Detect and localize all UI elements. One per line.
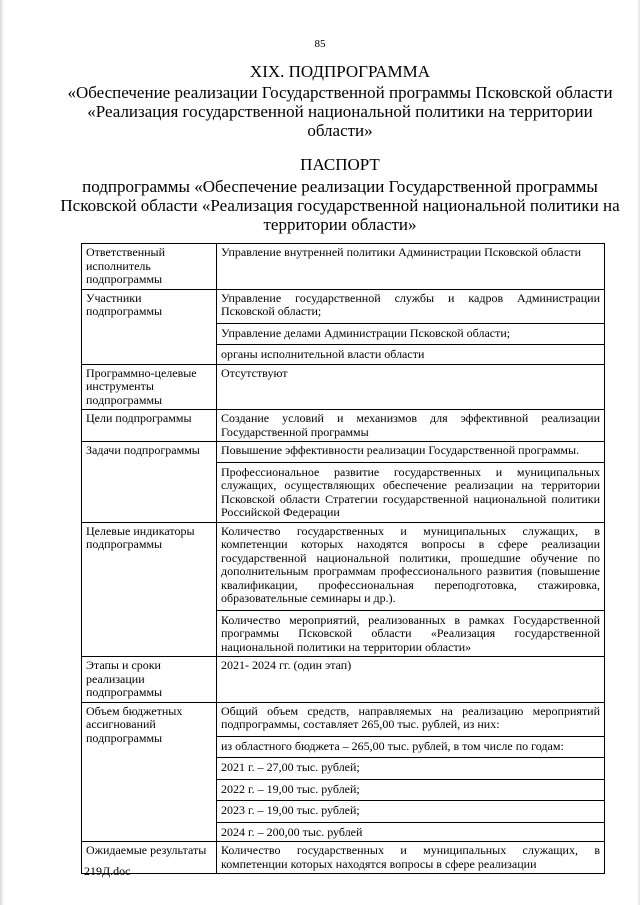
row-value-paragraph: 2024 г. – 200,00 тыс. рублей: [217, 822, 604, 840]
table-row: [82, 364, 605, 410]
row-value-paragraph: органы исполнительной власти области: [217, 344, 604, 362]
row-value-paragraph: 2021 г. – 27,00 тыс. рублей;: [217, 757, 604, 775]
row-value: [217, 842, 605, 874]
row-value: [217, 410, 605, 442]
row-value-paragraph: 2023 г. – 19,00 тыс. рублей;: [217, 800, 604, 818]
row-label: Целевые индикаторы подпрограммы: [82, 522, 217, 657]
row-label: Ожидаемые результаты: [82, 842, 217, 874]
row-value-paragraph: Количество государственных и муниципальных служащих, в компетенции которых находятся вопросы в сфере реализации: [221, 843, 600, 871]
row-value-paragraph: Создание условий и механизмов для эффективной реализации Государственной программы: [221, 411, 600, 439]
table-row: [82, 244, 605, 290]
row-label: Объем бюджетных ассигнований подпрограммы: [82, 702, 217, 842]
row-value-paragraph: Повышение эффективности реализации Государственной программы.: [221, 443, 580, 457]
row-value-paragraph: Управление делами Администрации Псковской области;: [217, 323, 604, 341]
row-label: Ответственный исполнитель подпрограммы: [82, 244, 217, 290]
table-row: [82, 442, 605, 523]
row-value: [217, 289, 605, 364]
row-label: Этапы и сроки реализации подпрограммы: [82, 657, 217, 703]
table-row: [82, 657, 605, 703]
row-value-paragraph: Количество государственных и муниципальных служащих, в компетенции которых находятся вопросы в сфере реализации государственной национальной политики, прошедшие обучение по дополнительным программам профессионального развития (повышение квалификации, профессиональная переподготовка, стажировка, образовательные семинары и др.).: [221, 523, 600, 605]
table-row: [82, 522, 605, 657]
row-value: [217, 442, 605, 523]
passport-title: ПАСПОРТ: [300, 155, 380, 174]
row-value: [217, 522, 605, 657]
row-label: Задачи подпрограммы: [82, 442, 217, 523]
row-value: [217, 657, 605, 703]
row-label: Цели подпрограммы: [82, 410, 217, 442]
section-title: XIX. ПОДПРОГРАММА: [249, 62, 431, 81]
table-row: [82, 842, 605, 874]
table-row: [82, 410, 605, 442]
row-value-paragraph: Управление внутренней политики Администрации Псковской области: [221, 245, 581, 259]
row-value-paragraph: Отсутствуют: [221, 365, 288, 380]
footer-filename: 219Д.doc: [84, 864, 131, 878]
row-label: Программно-целевые инструменты подпрограммы: [82, 364, 217, 410]
table-row: [82, 289, 605, 364]
scan-shadow-left: [0, 0, 4, 905]
row-value-paragraph: Профессиональное развитие государственных и муниципальных служащих, осуществляющих обеспечение реализации на территории Псковской области Стратегии государственной национальной политики Российской Федерации: [217, 462, 604, 520]
row-value-paragraph: из областного бюджета – 265,00 тыс. рублей, в том числе по годам:: [217, 736, 604, 754]
row-value-paragraph: 2022 г. – 19,00 тыс. рублей;: [217, 779, 604, 797]
page-number: 85: [314, 38, 326, 50]
passport-table: [81, 243, 605, 874]
row-value-paragraph: Управление государственной службы и кадров Администрации Псковской области;: [221, 290, 600, 318]
passport-subtitle: подпрограммы «Обеспечение реализации Государственной программы Псковской области «Реализация государственной национальной политики на территории области»: [60, 177, 620, 234]
row-value: [217, 702, 605, 842]
row-label: Участники подпрограммы: [82, 289, 217, 364]
section-subtitle: «Обеспечение реализации Государственной программы Псковской области «Реализация государственной национальной политики на территории области»: [67, 83, 613, 140]
row-value: [217, 244, 605, 290]
row-value-paragraph: Количество мероприятий, реализованных в рамках Государственной программы Псковской области «Реализация государственной национальной политики на территории области»: [217, 610, 604, 655]
row-value-paragraph: 2021- 2024 гг. (один этап): [221, 658, 352, 672]
row-value-paragraph: Общий объем средств, направляемых на реализацию мероприятий подпрограммы, составляет 265,00 тыс. рублей, из них:: [221, 703, 600, 731]
table-row: [82, 702, 605, 842]
row-value: [217, 364, 605, 410]
